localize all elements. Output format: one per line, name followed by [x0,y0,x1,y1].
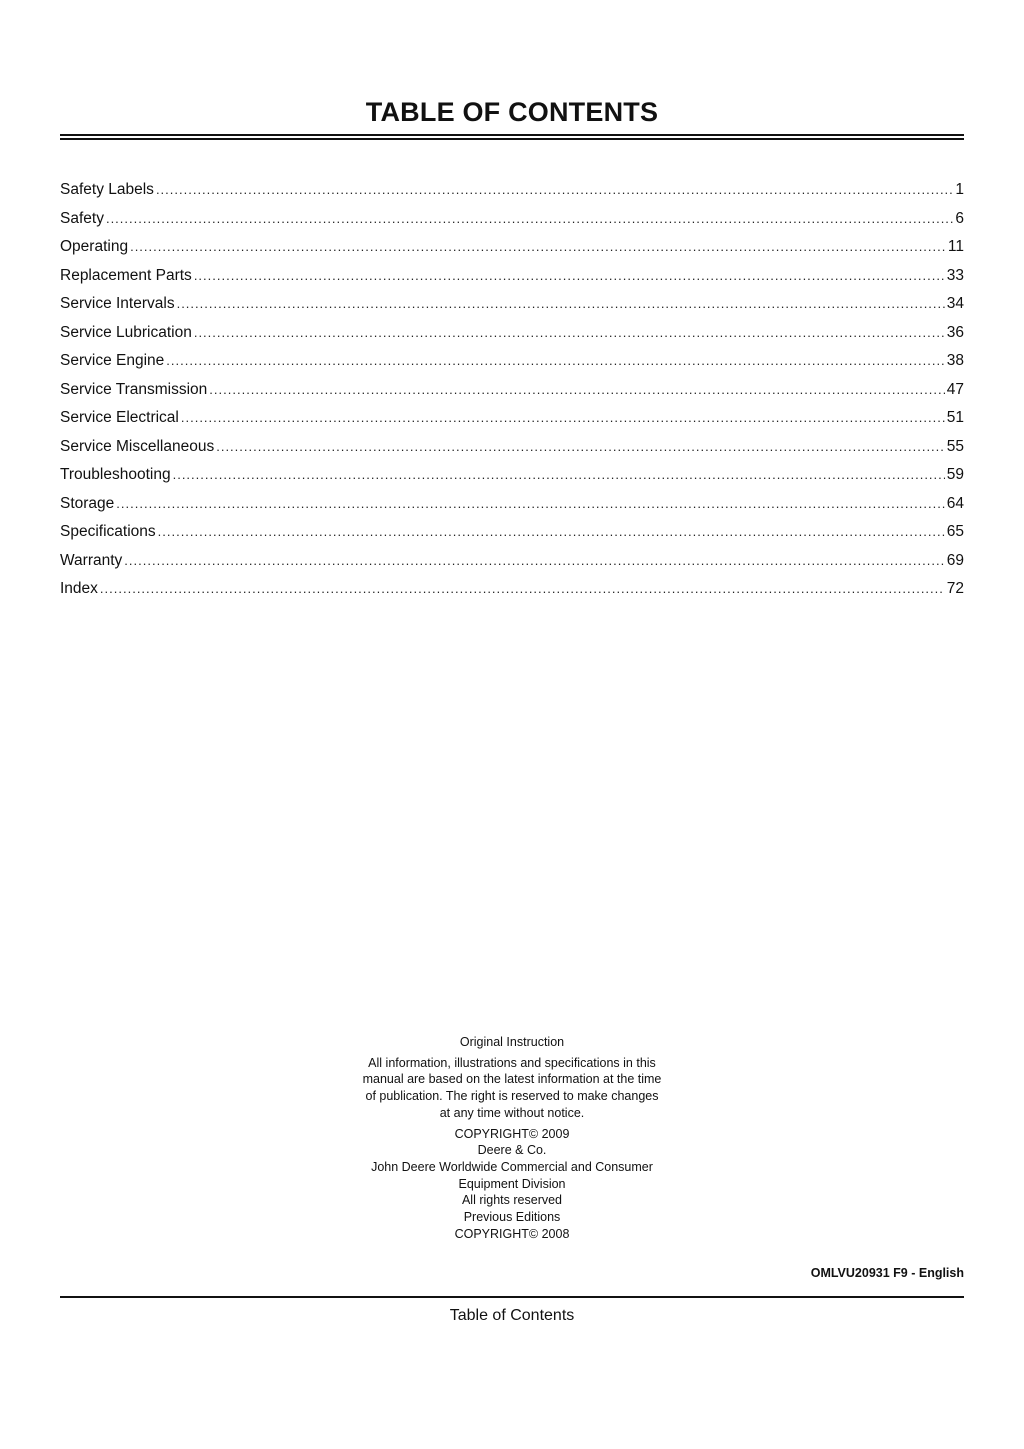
toc-entry-replacement-parts[interactable] [60,267,964,296]
toc-entry-label: Service Miscellaneous [60,437,215,455]
dot-leader [156,182,953,197]
footer-rule [60,1296,964,1298]
toc-entry-label: Service Engine [60,352,165,369]
toc-entry-page: 38 [946,352,964,369]
toc-entry-page: 64 [946,494,964,512]
toc-entry-label: Service Intervals [60,295,175,312]
toc-entry-warranty[interactable] [60,552,964,581]
document-code: OMLVU20931 F9 - English [810,1266,964,1280]
toc-entry-page: 34 [946,295,964,312]
dot-leader [194,268,945,283]
toc-entry-label: Replacement Parts [60,266,192,284]
notice-heading: Original Instruction [459,1035,565,1049]
toc-entry-page: 65 [946,523,964,540]
toc-entry-label: Safety Labels [60,181,154,198]
toc-entry-service-engine[interactable] [60,352,964,381]
toc-entry-specifications[interactable] [60,523,964,552]
toc-entry-service-transmission[interactable] [60,381,964,410]
toc-entry-page: 72 [946,580,964,597]
toc-entry-label: Safety [60,209,104,227]
toc-entry-page: 33 [946,266,964,284]
dot-leader [130,239,946,254]
dot-leader [209,382,944,397]
toc-entry-page: 59 [946,466,964,483]
toc-entry-troubleshooting[interactable] [60,466,964,495]
dot-leader [216,439,945,454]
toc-entry-label: Index [60,580,98,597]
toc-entry-label: Service Electrical [60,409,179,426]
notice-copyright: COPYRIGHT© 2009 [454,1126,570,1141]
toc-entry-label: Service Transmission [60,380,208,398]
toc-entry-page: 1 [955,181,964,198]
dot-leader [158,524,945,539]
toc-entry-operating[interactable] [60,238,964,267]
dot-leader [116,496,944,511]
dot-leader [106,211,953,226]
toc-entry-service-electrical[interactable] [60,409,964,438]
toc-entry-service-intervals[interactable] [60,295,964,324]
toc-entry-page: 36 [946,323,964,341]
toc-entry-label: Storage [60,494,115,512]
notice-rights: All rights reserved [461,1193,563,1208]
toc-entry-label: Specifications [60,523,156,540]
dot-leader [181,410,945,425]
notice-division: John Deere Worldwide Commercial and Consumer Equipment Division [371,1159,653,1191]
dot-leader [173,467,945,482]
notice-disclaimer: All information, illustrations and specifications in this manual are based on the latest information at the time of publication. The right is reserved to make changes at any time without notice. [362,1055,662,1120]
toc-entry-page: 47 [946,380,964,398]
notice-previous-copyright: COPYRIGHT© 2008 [454,1226,570,1241]
toc-entry-service-miscellaneous[interactable] [60,438,964,467]
toc-entry-page: 51 [946,409,964,426]
toc-list [60,181,964,609]
page-footer: Table of Contents [449,1307,575,1324]
toc-entry-label: Troubleshooting [60,466,171,483]
toc-entry-service-lubrication[interactable] [60,324,964,353]
toc-entry-label: Service Lubrication [60,323,192,341]
dot-leader [124,553,944,568]
toc-entry-index[interactable] [60,580,964,609]
dot-leader [100,581,945,596]
page-title: TABLE OF CONTENTS [365,97,659,127]
toc-entry-storage[interactable] [60,495,964,524]
toc-entry-label: Operating [60,238,129,255]
toc-entry-safety-labels[interactable] [60,181,964,210]
toc-entry-page: 11 [947,238,964,255]
toc-entry-page: 55 [946,437,964,455]
dot-leader [194,325,945,340]
toc-entry-safety[interactable] [60,210,964,239]
notice-company: Deere & Co. [477,1143,547,1158]
toc-entry-page: 69 [946,551,964,569]
dot-leader [166,353,944,368]
toc-entry-page: 6 [955,209,964,227]
notice-previous-editions: Previous Editions [463,1210,561,1225]
title-double-rule [60,134,964,140]
toc-entry-label: Warranty [60,551,123,569]
dot-leader [177,296,945,311]
copyright-notice [362,1034,662,1242]
